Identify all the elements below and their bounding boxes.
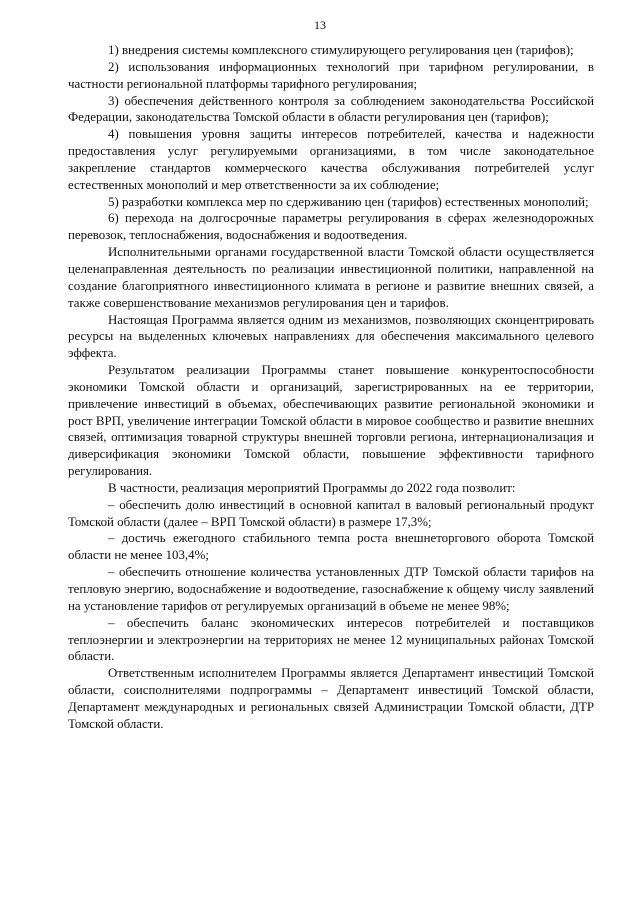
list-item-4: 4) повышения уровня защиты интересов потребителей, качества и надежности предоставления услуг регулируемыми организациями, в том числе законодательное закрепление стандартов коммерческого качества обслуживания потребителей услуг естественных монополий и мер ответственности за их соблюдение; [68, 127, 594, 192]
target-item-trade-growth: – достичь ежегодного стабильного темпа роста внешнеторгового оборота Томской области не менее 103,4%; [68, 531, 594, 563]
paragraph-investment-policy: Исполнительными органами государственной власти Томской области осуществляется целенаправленная деятельность по реализации инвестиционной политики, направленной на создание благоприятного инвестиционного климата в регионе и развитие внешних связей, а также совершенствование механизмов регулирования цен и тарифов. [68, 245, 594, 310]
list-item-1: 1) внедрения системы комплексного стимулирующего регулирования цен (тарифов); [108, 43, 574, 57]
paragraph-responsible-executor: Ответственным исполнителем Программы является Департамент инвестиций Томской области, соисполнителями подпрограммы – Департамент инвестиций Томской области, Департамент международных и региональных связей Администрации Томской области, ДТР Томской области. [68, 666, 594, 731]
paragraph-program-mechanism: Настоящая Программа является одним из механизмов, позволяющих сконцентрировать ресурсы на выделенных ключевых направлениях для обеспечения максимального целевого эффекта. [68, 312, 594, 361]
target-item-tariff-ratio: – обеспечить отношение количества установленных ДТР Томской области тарифов на тепловую энергию, водоснабжение и водоотведение, газоснабжение к общему числу заявлений на установление тарифов от регулируемых организаций в объеме не менее 98%; [68, 565, 594, 613]
list-item-5: 5) разработки комплекса мер по сдерживанию цен (тарифов) естественных монополий; [108, 194, 589, 209]
target-item-investment-share: – обеспечить долю инвестиций в основной капитал в валовый региональный продукт Томской области (далее – ВРП Томской области) в размере 17,3%; [68, 497, 594, 529]
target-item-energy-balance: – обеспечить баланс экономических интересов потребителей и поставщиков теплоэнергии и электроэнергии на территориях не менее 12 муниципальных районах Томской области. [68, 615, 594, 664]
document-body [68, 42, 594, 733]
page-number: 13 [314, 18, 326, 32]
list-item-3: 3) обеспечения действенного контроля за соблюдением законодательства Российской Федерации, законодательства Томской области в области регулирования цен (тарифов); [68, 93, 594, 125]
list-item-6: 6) перехода на долгосрочные параметры регулирования в сферах железнодорожных перевозок, теплоснабжения, водоснабжения и водоотведения. [68, 211, 594, 243]
paragraph-program-result: Результатом реализации Программы станет повышение конкурентоспособности экономики Томской области и организаций, зарегистрированных на ее территории, привлечение инвестиций в объемах, обеспечивающих развитие региональной экономики и рост ВРП, увеличение интеграции Томской области в мировое сообщество и развитие внешних связей, оптимизация товарной структуры внешней торговли региона, интернационализация и диверсификация экономики Томской области, повышение эффективности тарифного регулирования. [68, 363, 594, 479]
list-item-2: 2) использования информационных технологий при тарифном регулировании, в частности региональной платформы тарифного регулирования; [68, 59, 594, 91]
paragraph-2022-intro: В частности, реализация мероприятий Программы до 2022 года позволит: [108, 480, 516, 495]
